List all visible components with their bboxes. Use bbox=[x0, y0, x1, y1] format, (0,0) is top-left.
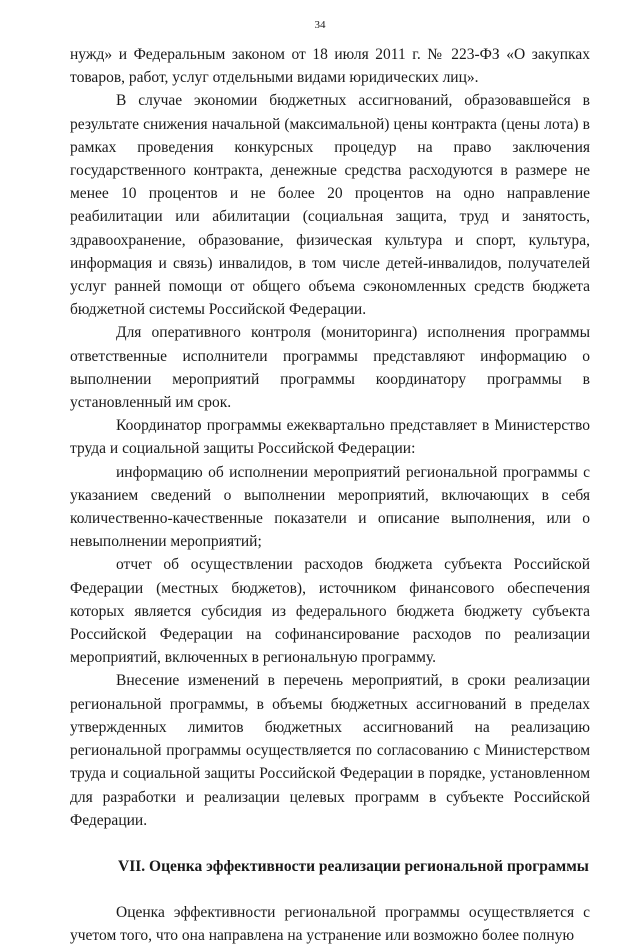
paragraph-evaluation: Оценка эффективности региональной программы осуществляется с учетом того, что она направлена на устранение или возможно более полную bbox=[70, 904, 590, 945]
document-body bbox=[70, 43, 590, 948]
paragraph-coordinator: Координатор программы ежеквартально представляет в Министерство труда и социальной защиты Российской Федерации: bbox=[70, 417, 590, 458]
paragraph-report-item: отчет об осуществлении расходов бюджета субъекта Российской Федерации (местных бюджетов), источником финансового обеспечения которых является субсидия из федерального бюджета бюджету субъекта Российской Федерации на софинансирование расходов по реализации мероприятий, включенных в региональную программу. bbox=[70, 556, 590, 667]
page-number: 34 bbox=[314, 19, 326, 31]
section-heading: VII. Оценка эффективности реализации региональной программы bbox=[118, 857, 589, 875]
paragraph-continuation: нужд» и Федеральным законом от 18 июля 2011 г. № 223-ФЗ «О закупках товаров, работ, услуг отдельными видами юридических лиц». bbox=[70, 46, 590, 87]
paragraph-changes: Внесение изменений в перечень мероприятий, в сроки реализации региональной программы, в объемы бюджетных ассигнований в пределах утвержденных лимитов бюджетных ассигнований на реализацию региональной программы осуществляется по согласованию с Министерством труда и социальной защиты Российской Федерации в порядке, установленном для разработки и реализации целевых программ в субъекте Российской Федерации. bbox=[70, 672, 590, 829]
paragraph-budget-savings: В случае экономии бюджетных ассигнований, образовавшейся в результате снижения начальной (максимальной) цены контракта (цены лота) в рамках проведения конкурсных процедур на право заключения государственного контракта, денежные средства расходуются в размере не менее 10 процентов и не более 20 процентов на одно направление реабилитации или абилитации (социальная защита, труд и занятость, здравоохранение, образование, физическая культура и спорт, культура, информация и связь) инвалидов, в том числе детей-инвалидов, получателей услуг ранней помощи от общего объема сэкономленных средств бюджета бюджетной системы Российской Федерации. bbox=[70, 92, 590, 319]
paragraph-information-item: информацию об исполнении мероприятий региональной программы с указанием сведений о выполнении мероприятий, включающих в себя количественно-качественные показатели и описание выполнения, или о невыполнении мероприятий; bbox=[70, 463, 590, 551]
paragraph-monitoring: Для оперативного контроля (мониторинга) исполнения программы ответственные исполнители программы представляют информацию о выполнении мероприятий программы координатору программы в установленный им срок. bbox=[70, 324, 590, 412]
